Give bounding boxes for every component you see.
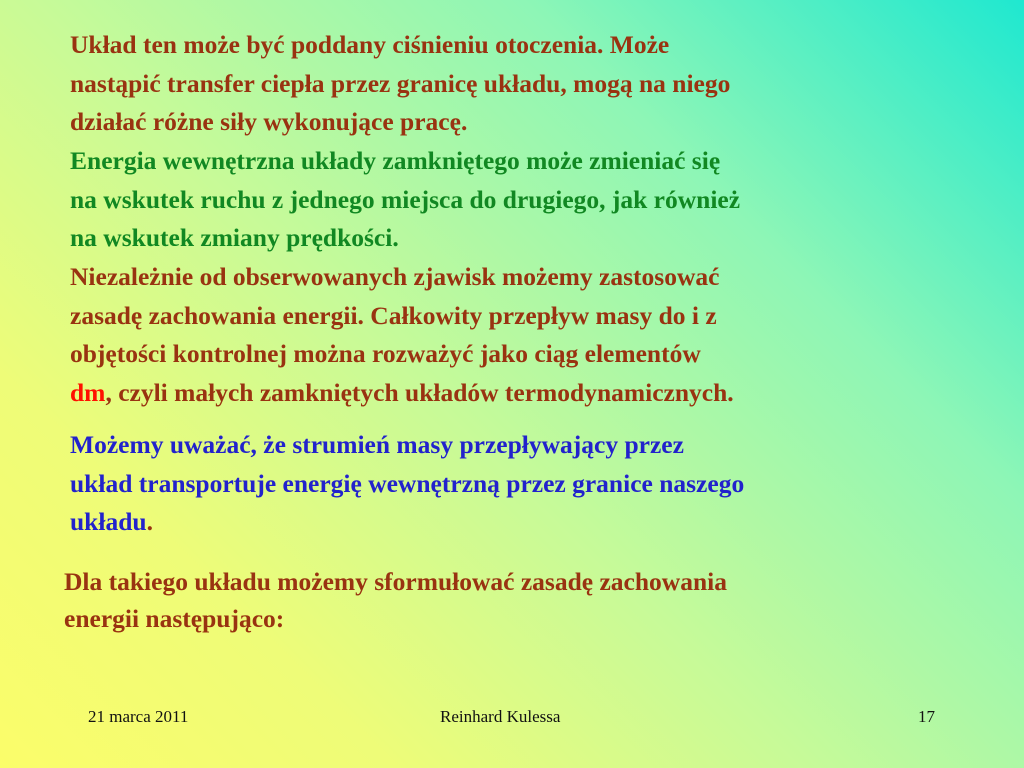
dm-symbol: dm: [70, 377, 106, 407]
text-line: Niezależnie od obserwowanych zjawisk możemy zastosować: [70, 262, 720, 291]
text-line: objętości kontrolnej można rozważyć jako ciąg elementów: [70, 339, 701, 369]
text-line: Dla takiego układu możemy sformułować zasadę zachowania: [64, 567, 727, 596]
text-line: na wskutek ruchu z jednego miejsca do drugiego, jak również: [70, 184, 741, 214]
text-line: Możemy uważać, że strumień masy przepływający przez: [70, 430, 684, 459]
footer-author: Reinhard Kulessa: [440, 707, 561, 726]
paragraph-formulation: [64, 563, 984, 637]
text-segment: układu: [70, 507, 147, 537]
footer-page-number: 17: [918, 707, 935, 726]
period: .: [146, 507, 153, 537]
text-line: układ transportuje energię wewnętrzną przez granice naszego: [70, 468, 745, 498]
text-line: [70, 503, 990, 542]
text-line: Energia wewnętrzna układy zamkniętego może zmieniać się: [70, 146, 721, 175]
paragraph-mass-flow: [70, 426, 990, 542]
paragraph-energy-conservation: [70, 258, 990, 412]
text-segment: , czyli małych zamkniętych układów termodynamicznych.: [105, 377, 734, 407]
text-line: Układ ten może być poddany ciśnieniu otoczenia. Może: [70, 30, 670, 59]
paragraph-internal-energy: [70, 142, 990, 258]
text-line: [70, 374, 990, 413]
text-line: zasadę zachowania energii. Całkowity przepływ masy do i z: [70, 300, 717, 330]
text-line: na wskutek zmiany prędkości.: [70, 223, 399, 253]
footer-date: 21 marca 2011: [88, 707, 189, 726]
text-line: działać różne siły wykonujące pracę.: [70, 107, 468, 137]
paragraph-system-pressure: [70, 26, 990, 142]
text-line: energii następująco:: [64, 604, 285, 633]
text-line: nastąpić transfer ciepła przez granicę układu, mogą na niego: [70, 68, 731, 98]
